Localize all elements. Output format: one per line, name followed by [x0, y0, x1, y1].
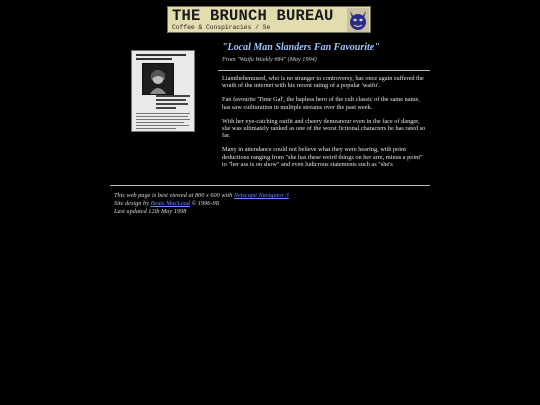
banner-subtitle: Coffee & Conspiracies / Se [172, 24, 271, 31]
designer-link[interactable]: Beats MacLeod [150, 199, 190, 207]
article-paragraph: Many in attendance could not believe what they were hearing, with point deductions ranging from "she has these weird things on her arm, minus a point" to "her ass is on show" and even ludicrous statements such as "she's [222, 146, 423, 168]
netscape-link[interactable]: Netscape Navigator 3 [233, 192, 289, 199]
footer-credits-text: Site design by [114, 199, 151, 207]
footer-last-updated: Last updated 12th May 1998 [114, 207, 187, 215]
page-footer [114, 192, 414, 215]
article-paragraph: With her eye-catching outfit and cheery demeanour even in the face of danger, she was ultimately ranked as one of the worst fictional characters he has rated so far. [222, 117, 426, 140]
site-banner [167, 6, 371, 33]
footer-browser-text: This web page is best viewed at 800 x 600 with [114, 192, 234, 199]
banner-title: THE BRUNCH BUREAU [172, 7, 334, 25]
footer-copyright: © 1996-98 [189, 199, 219, 207]
article-paragraph: Liamthebemused, who is no stranger to controversy, has once again suffered the wrath of the internet with his recent rating of a popular 'waifu'. [222, 75, 424, 90]
divider [218, 70, 430, 71]
woman-portrait-icon [143, 64, 173, 94]
divider [110, 185, 430, 186]
clipping-headline [136, 54, 188, 61]
article-paragraph: Fan favourite 'Time Gal', the hapless hero of the cult classic of the same name, has saw cuilturation in multiple streams over the past week. [222, 96, 420, 111]
footer-line-credits [114, 200, 414, 208]
devil-face-icon [347, 8, 369, 32]
clipping-photo [142, 63, 174, 95]
article-title: "Local Man Slanders Fan Favourite" [222, 42, 380, 53]
clipping-caption [156, 95, 192, 111]
article-body [222, 75, 426, 180]
newspaper-clipping-image [131, 50, 195, 132]
article-source: From "Waifu Weekly #84" (May 1994) [222, 56, 317, 63]
clipping-body-text [136, 113, 192, 131]
footer-line-browser [114, 192, 414, 200]
